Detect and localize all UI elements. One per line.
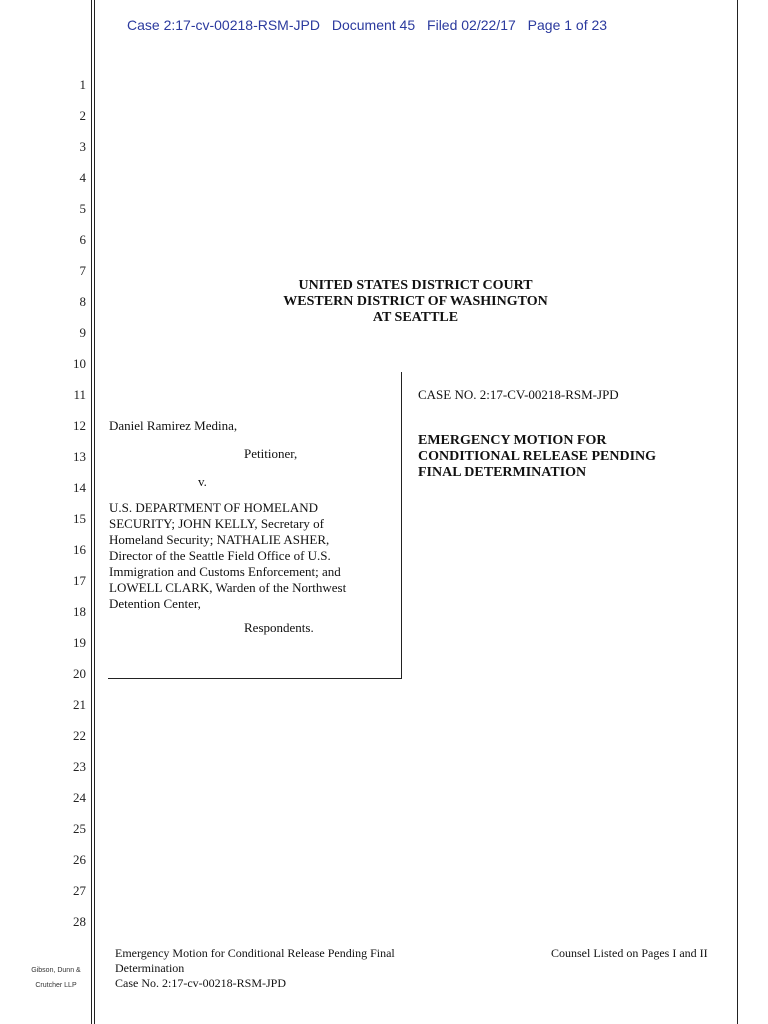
ecf-header	[127, 17, 615, 33]
court-district: WESTERN DISTRICT OF WASHINGTON	[283, 294, 548, 309]
versus: v.	[198, 474, 207, 489]
line-number: 25	[73, 821, 86, 836]
line-number: 24	[73, 790, 86, 805]
line-number: 20	[73, 666, 86, 681]
line-number: 18	[73, 604, 86, 619]
line-number: 23	[73, 759, 86, 774]
firm-name-line: Gibson, Dunn &	[31, 967, 81, 974]
firm-name-line: Crutcher LLP	[35, 982, 77, 989]
petitioner-label: Petitioner,	[244, 446, 298, 461]
line-number: 19	[73, 635, 86, 650]
respondents-line: Homeland Security; NATHALIE ASHER,	[109, 532, 330, 547]
motion-title-line: EMERGENCY MOTION FOR	[418, 433, 607, 448]
line-number: 12	[73, 418, 86, 433]
respondents-line: LOWELL CLARK, Warden of the Northwest	[109, 580, 347, 595]
petitioner-name: Daniel Ramirez Medina,	[109, 418, 238, 433]
line-number: 10	[73, 356, 86, 371]
line-number: 4	[79, 170, 86, 185]
line-number: 9	[79, 325, 86, 340]
line-number: 13	[73, 449, 86, 464]
footer-document-title	[115, 946, 435, 991]
respondents-label: Respondents.	[244, 620, 314, 635]
header-filed-date: Filed 02/22/17	[427, 17, 516, 33]
line-number: 3	[79, 139, 86, 154]
line-number: 6	[79, 232, 86, 247]
line-number: 7	[79, 263, 86, 278]
motion-title-line: FINAL DETERMINATION	[418, 465, 587, 480]
header-document-number: Document 45	[331, 17, 416, 33]
respondents-line: U.S. DEPARTMENT OF HOMELAND	[109, 500, 319, 515]
line-number: 15	[73, 511, 86, 526]
line-number: 17	[73, 573, 86, 588]
footer-title-line: Emergency Motion for Conditional Release Pending Final	[115, 946, 395, 960]
motion-title-line: CONDITIONAL RELEASE PENDING	[418, 449, 657, 464]
caption-right-border	[401, 372, 402, 678]
left-margin-rule-2	[94, 0, 95, 1024]
line-number: 1	[79, 77, 86, 92]
court-name: UNITED STATES DISTRICT COURT	[298, 278, 533, 293]
firm-name	[26, 963, 86, 993]
court-heading	[108, 278, 723, 326]
line-number: 26	[73, 852, 86, 867]
line-number: 8	[79, 294, 86, 309]
respondents-line: Director of the Seattle Field Office of U.S.	[109, 548, 331, 563]
line-number: 5	[79, 201, 86, 216]
footer-case-number: Case No. 2:17-cv-00218-RSM-JPD	[115, 976, 286, 990]
respondents-block	[109, 500, 346, 612]
line-number: 21	[73, 697, 86, 712]
footer-title-line: Determination	[115, 961, 185, 975]
header-case-number: Case 2:17-cv-00218-RSM-JPD	[127, 17, 320, 33]
respondents-line: Detention Center,	[109, 596, 201, 611]
line-number: 11	[73, 387, 86, 402]
footer-counsel-note: Counsel Listed on Pages I and II	[551, 946, 708, 960]
line-number: 14	[73, 480, 86, 495]
line-number: 22	[73, 728, 86, 743]
case-number: CASE NO. 2:17-CV-00218-RSM-JPD	[418, 387, 619, 402]
line-number: 16	[73, 542, 86, 557]
line-number: 2	[79, 108, 86, 123]
respondents-line: Immigration and Customs Enforcement; and	[109, 564, 341, 579]
respondents-line: SECURITY; JOHN KELLY, Secretary of	[109, 516, 324, 531]
right-margin-rule	[737, 0, 738, 1024]
caption-bottom-border	[108, 678, 402, 679]
court-location: AT SEATTLE	[372, 310, 459, 325]
line-number: 28	[73, 914, 86, 929]
header-page-count: Page 1 of 23	[527, 17, 608, 33]
left-margin-rule-1	[91, 0, 92, 1024]
motion-title	[418, 433, 656, 481]
line-number: 27	[73, 883, 86, 898]
